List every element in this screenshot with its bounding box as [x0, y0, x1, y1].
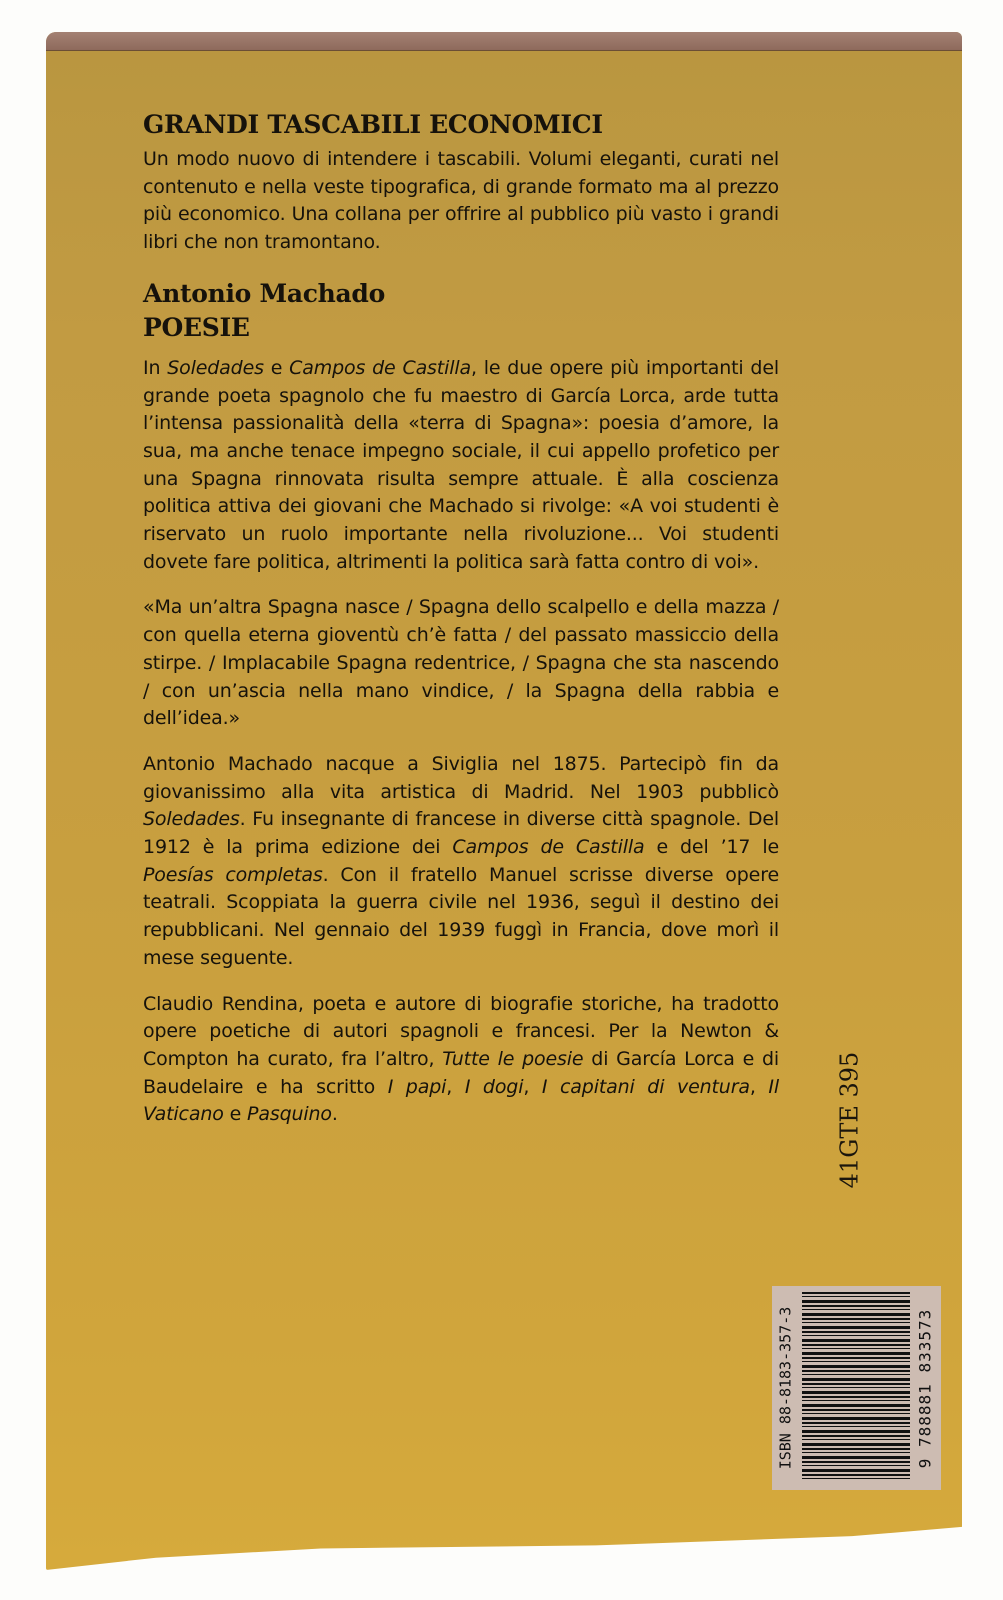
series-description: Un modo nuovo di intendere i tascabili. Volumi eleganti, curati nel contenuto e nella veste tipografica, di grande formato ma al prezzo più economico. Una collana per offrire al pubblico più vasto i grandi libri che non tramontano. — [143, 148, 779, 254]
catalog-code: 41GTE 395 — [835, 1051, 863, 1189]
book-title: POESIE — [143, 312, 250, 342]
barcode-icon — [802, 1292, 910, 1480]
cover-text — [143, 108, 779, 1129]
isbn-text: ISBN 88-8183-357-3 — [776, 1306, 794, 1470]
poem-quote: «Ma un’altra Spagna nasce / Spagna dello scalpello e della mazza / con quella eterna gioventù ch’è fatta / del passato massiccio della stirpe. / Implacabile Spagna redentrice, / Spagna che sta nascendo / con un’ascia nella mano vindice, / la Spagna della rabbia e dell’idea.» — [143, 596, 779, 730]
author-name: Antonio Machado — [143, 278, 385, 308]
series-title: GRANDI TASCABILI ECONOMICI — [143, 110, 603, 139]
ean-digits: 9 788881 833573 — [915, 1308, 935, 1468]
barcode-label — [772, 1286, 941, 1490]
blurb-paragraph: In Soledades e Campos de Castilla, le due opere più importanti del grande poeta spagnolo che fu maestro di García Lorca, arde tutta l’intensa passionalità della «terra di Spagna»: poesia d’amore, la sua, ma anche tenace impegno sociale, il cui appello profetico per una Spagna rinnovata risulta sempre attuale. È alla coscienza politica attiva dei giovani che Machado si rivolge: «A voi studenti è riservato un ruolo importante nella rivoluzione... Voi studenti dovete fare politica, altrimenti la politica sarà fatta contro di voi». — [143, 356, 779, 573]
translator-bio: Claudio Rendina, poeta e autore di biografie storiche, ha tradotto opere poetiche di autori spagnoli e francesi. Per la Newton & Compton ha curato, fra l’altro, Tutte le poesie di García Lorca e di Baudelaire e ha scritto I papi, I dogi, I capitani di ventura, Il Vaticano e Pasquino. — [143, 992, 780, 1126]
author-bio: Antonio Machado nacque a Siviglia nel 1875. Partecipò fin da giovanissimo alla vita artistica di Madrid. Nel 1903 pubblicò Soledades. Fu insegnante di francese in diverse città spagnole. Del 1912 è la prima edizione dei Campos de Castilla e del ’17 le Poesías completas. Con il fratello Manuel scrisse diverse opere teatrali. Scoppiata la guerra civile nel 1936, seguì il destino dei repubblicani. Nel gennaio del 1939 fuggì in Francia, dove morì il mese seguente. — [143, 752, 779, 969]
